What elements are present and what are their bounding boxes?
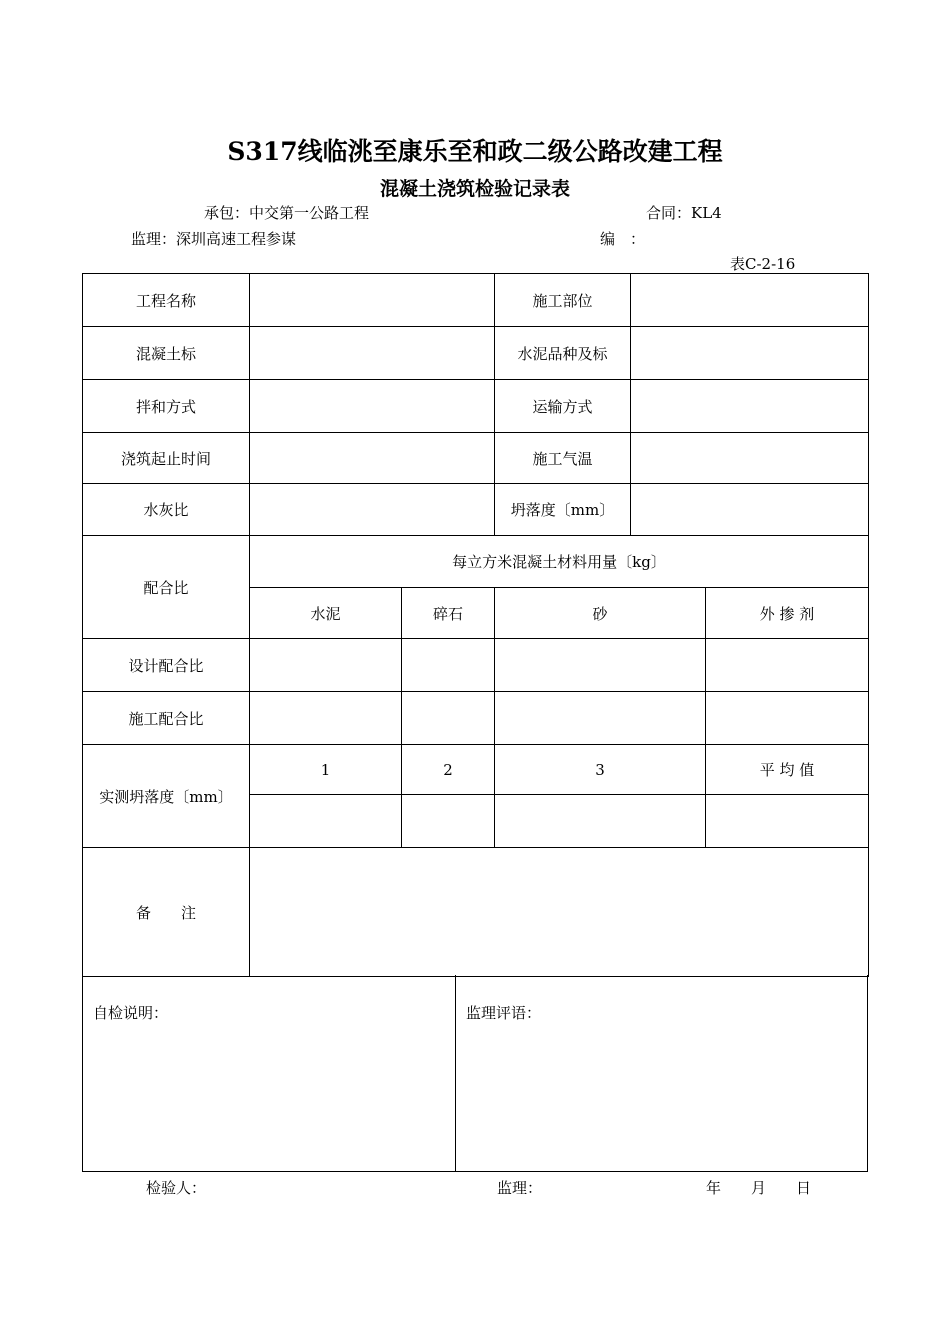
slump-value-1[interactable] — [250, 795, 402, 848]
transport-method-value[interactable] — [631, 380, 869, 433]
design-mix-sand[interactable] — [495, 639, 706, 692]
slump-col-1: 1 — [250, 745, 402, 795]
document-subtitle: 混凝土浇筑检验记录表 — [379, 178, 570, 200]
concrete-grade-label: 混凝土标 — [83, 327, 250, 380]
inspection-table — [82, 273, 869, 977]
self-check-box[interactable] — [83, 975, 456, 1171]
supervisor-comment-label: 监理评语： — [466, 1004, 542, 1022]
mix-ratio-label: 配合比 — [83, 536, 250, 639]
slump-value-3[interactable] — [495, 795, 706, 848]
project-name-label: 工程名称 — [83, 274, 250, 327]
pour-time-value[interactable] — [250, 433, 495, 484]
supervisor-comment-box[interactable] — [456, 975, 867, 1171]
water-cement-ratio-value[interactable] — [250, 484, 495, 536]
construction-mix-sand[interactable] — [495, 692, 706, 745]
construction-mix-gravel[interactable] — [402, 692, 495, 745]
design-mix-gravel[interactable] — [402, 639, 495, 692]
slump-value[interactable] — [631, 484, 869, 536]
form-code: 表C-2-16 — [730, 255, 796, 273]
document-title: S317线临洮至康乐至和政二级公路改建工程 — [227, 137, 723, 166]
measured-slump-label: 实测坍落度〔mm〕 — [83, 745, 250, 848]
water-cement-ratio-label: 水灰比 — [83, 484, 250, 536]
admixture-header: 外 掺 剂 — [706, 588, 869, 639]
slump-average-value[interactable] — [706, 795, 869, 848]
mixing-method-value[interactable] — [250, 380, 495, 433]
supervisor-label: 监理：深圳高速工程参谋 — [131, 230, 297, 248]
mixing-method-label: 拌和方式 — [83, 380, 250, 433]
remarks-value[interactable] — [250, 848, 869, 977]
self-check-label: 自检说明： — [93, 1004, 169, 1022]
slump-value-2[interactable] — [402, 795, 495, 848]
pour-time-label: 浇筑起止时间 — [83, 433, 250, 484]
footer-supervisor-label: 监理： — [497, 1179, 543, 1197]
number-label: 编 ： — [600, 230, 646, 248]
construction-mix-cement[interactable] — [250, 692, 402, 745]
construction-part-label: 施工部位 — [495, 274, 631, 327]
gravel-header: 碎石 — [402, 588, 495, 639]
average-header: 平 均 值 — [706, 745, 869, 795]
construction-mix-label: 施工配合比 — [83, 692, 250, 745]
design-mix-admixture[interactable] — [706, 639, 869, 692]
concrete-grade-value[interactable] — [250, 327, 495, 380]
cement-type-value[interactable] — [631, 327, 869, 380]
date-label: 年 月 日 — [706, 1179, 812, 1197]
slump-col-2: 2 — [402, 745, 495, 795]
slump-col-3: 3 — [495, 745, 706, 795]
design-mix-label: 设计配合比 — [83, 639, 250, 692]
construction-mix-admixture[interactable] — [706, 692, 869, 745]
inspector-label: 检验人： — [146, 1179, 207, 1197]
construction-temp-label: 施工气温 — [495, 433, 631, 484]
slump-label: 坍落度〔mm〕 — [495, 484, 631, 536]
cement-type-label: 水泥品种及标 — [495, 327, 631, 380]
remarks-label: 备 注 — [83, 848, 250, 977]
transport-method-label: 运输方式 — [495, 380, 631, 433]
design-mix-cement[interactable] — [250, 639, 402, 692]
contractor-label: 承包：中交第一公路工程 — [204, 204, 370, 222]
project-name-value[interactable] — [250, 274, 495, 327]
cement-header: 水泥 — [250, 588, 402, 639]
comments-section — [82, 975, 868, 1172]
material-usage-header: 每立方米混凝土材料用量〔kg〕 — [250, 536, 869, 588]
construction-temp-value[interactable] — [631, 433, 869, 484]
sand-header: 砂 — [495, 588, 706, 639]
contract-label: 合同：KL4 — [646, 204, 722, 222]
construction-part-value[interactable] — [631, 274, 869, 327]
